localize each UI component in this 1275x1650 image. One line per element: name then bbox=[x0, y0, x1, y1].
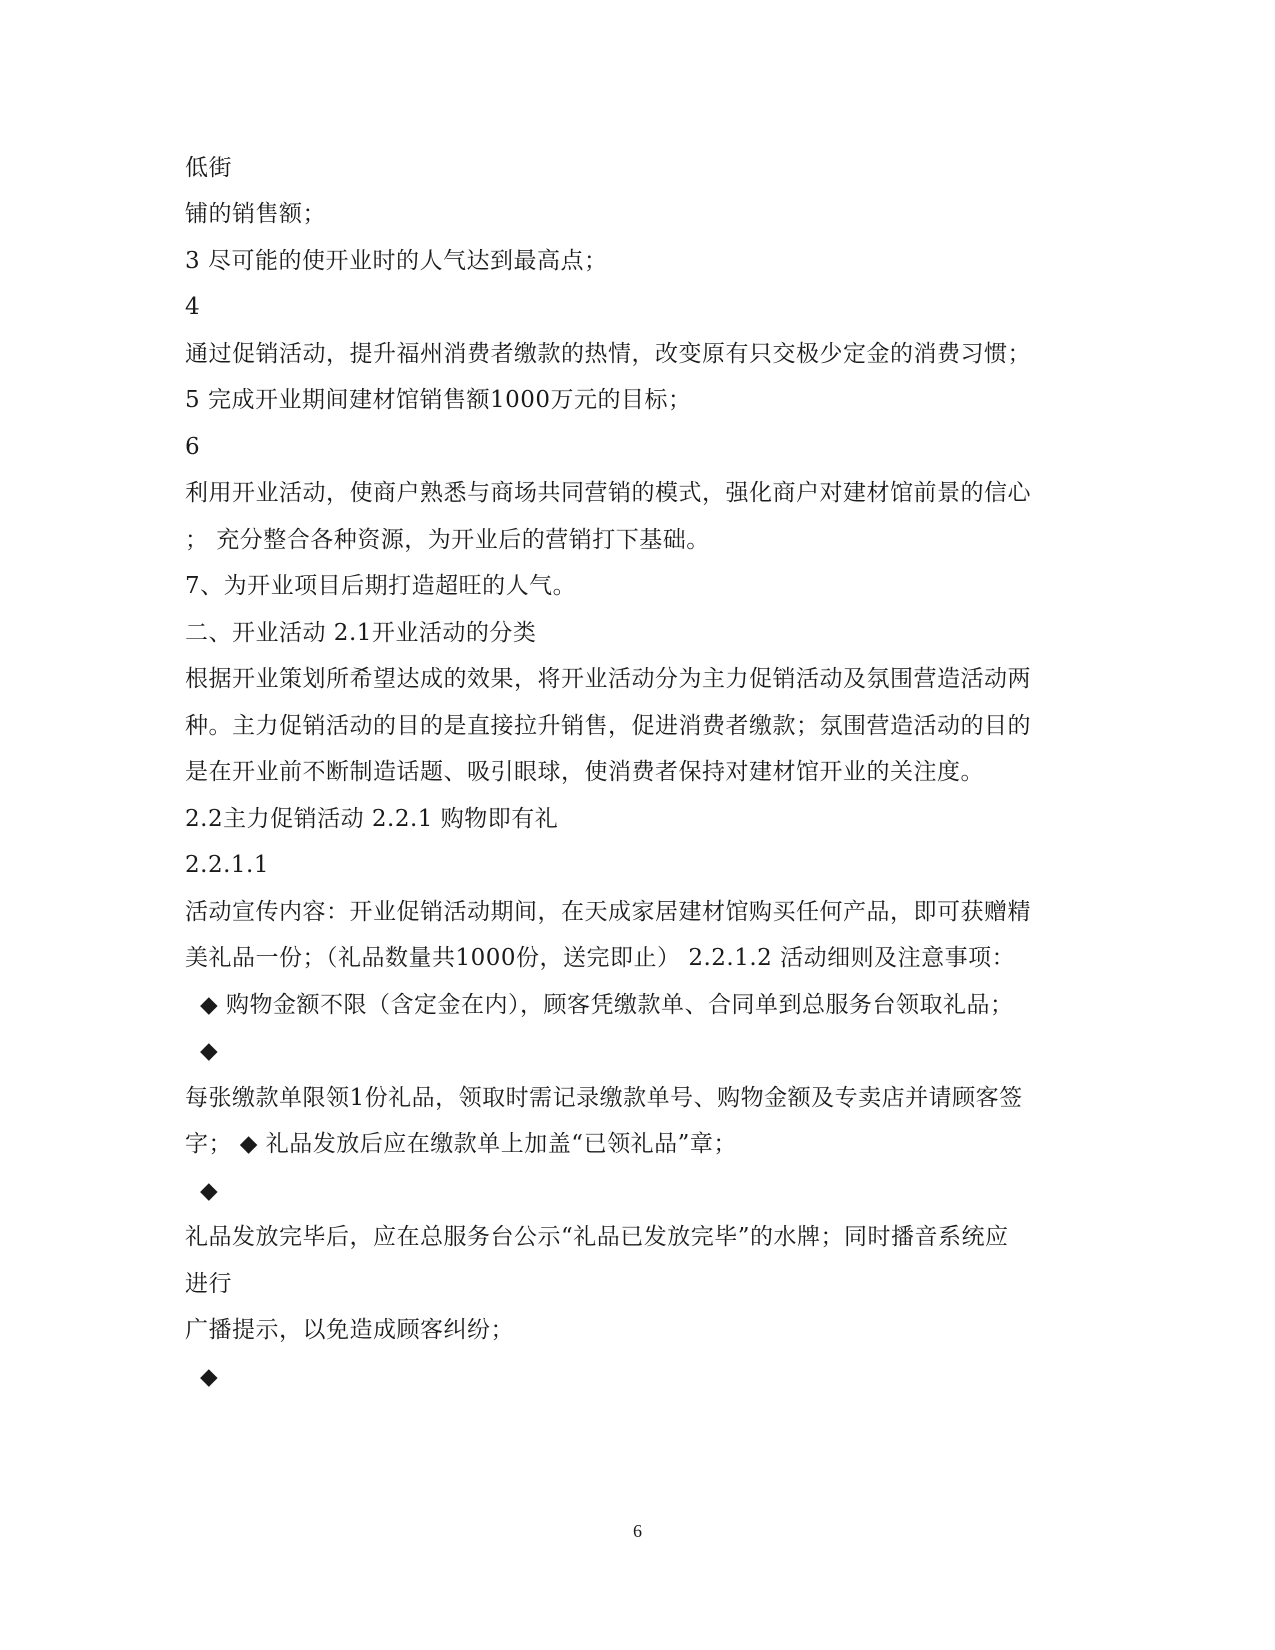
text-line: 7、为开业项目后期打造超旺的人气。 bbox=[185, 573, 577, 599]
text-line: 广播提示，以免造成顾客纠纷； bbox=[185, 1317, 514, 1343]
text-line: 每张缴款单限领1份礼品，领取时需记录缴款单号、购物金额及专卖店并请顾客签 bbox=[185, 1085, 1023, 1111]
text-line: 6 bbox=[185, 434, 201, 460]
text-line: 是在开业前不断制造话题、吸引眼球，使消费者保持对建材馆开业的关注度。 bbox=[185, 759, 984, 785]
text-line: 低街 bbox=[185, 155, 232, 181]
bullet-icon: ◆ bbox=[200, 1178, 219, 1204]
subsection-heading: 2.2主力促销活动 2.2.1 购物即有礼 bbox=[185, 806, 559, 832]
text-line: 美礼品一份；（礼品数量共1000份，送完即止） 2.2.1.2 活动细则及注意事项： bbox=[185, 945, 1016, 971]
text-line: 4 bbox=[185, 294, 201, 320]
text-line: 通过促销活动，提升福州消费者缴款的热情，改变原有只交极少定金的消费习惯； bbox=[185, 341, 1031, 367]
bullet-icon: ◆ bbox=[200, 1038, 219, 1064]
text-line: 活动宣传内容：开业促销活动期间，在天成家居建材馆购买任何产品，即可获赠精 bbox=[185, 899, 1031, 925]
text-line: 5 完成开业期间建材馆销售额1000万元的目标； bbox=[185, 387, 692, 413]
text-line: 种。主力促销活动的目的是直接拉升销售，促进消费者缴款；氛围营造活动的目的 bbox=[185, 713, 1031, 739]
text-line: 铺的销售额； bbox=[185, 201, 326, 227]
page-number: 6 bbox=[633, 1521, 642, 1541]
bullet-item: ◆ 购物金额不限（含定金在内），顾客凭缴款单、合同单到总服务台领取礼品； bbox=[200, 992, 1014, 1018]
text-line: ； 充分整合各种资源，为开业后的营销打下基础。 bbox=[185, 527, 710, 553]
text-line: 根据开业策划所希望达成的效果，将开业活动分为主力促销活动及氛围营造活动两 bbox=[185, 666, 1031, 692]
text-line: 3 尽可能的使开业时的人气达到最高点； bbox=[185, 248, 608, 274]
text-line: 利用开业活动，使商户熟悉与商场共同营销的模式，强化商户对建材馆前景的信心 bbox=[185, 480, 1031, 506]
subsection-number: 2.2.1.1 bbox=[185, 852, 269, 878]
bullet-icon: ◆ bbox=[200, 1364, 219, 1390]
text-line: 字； ◆ 礼品发放后应在缴款单上加盖“已领礼品”章； bbox=[185, 1131, 737, 1157]
text-line: 礼品发放完毕后，应在总服务台公示“礼品已发放完毕”的水牌；同时播音系统应 bbox=[185, 1224, 1009, 1250]
section-heading: 二、开业活动 2.1开业活动的分类 bbox=[185, 620, 537, 646]
text-line: 进行 bbox=[185, 1271, 232, 1297]
